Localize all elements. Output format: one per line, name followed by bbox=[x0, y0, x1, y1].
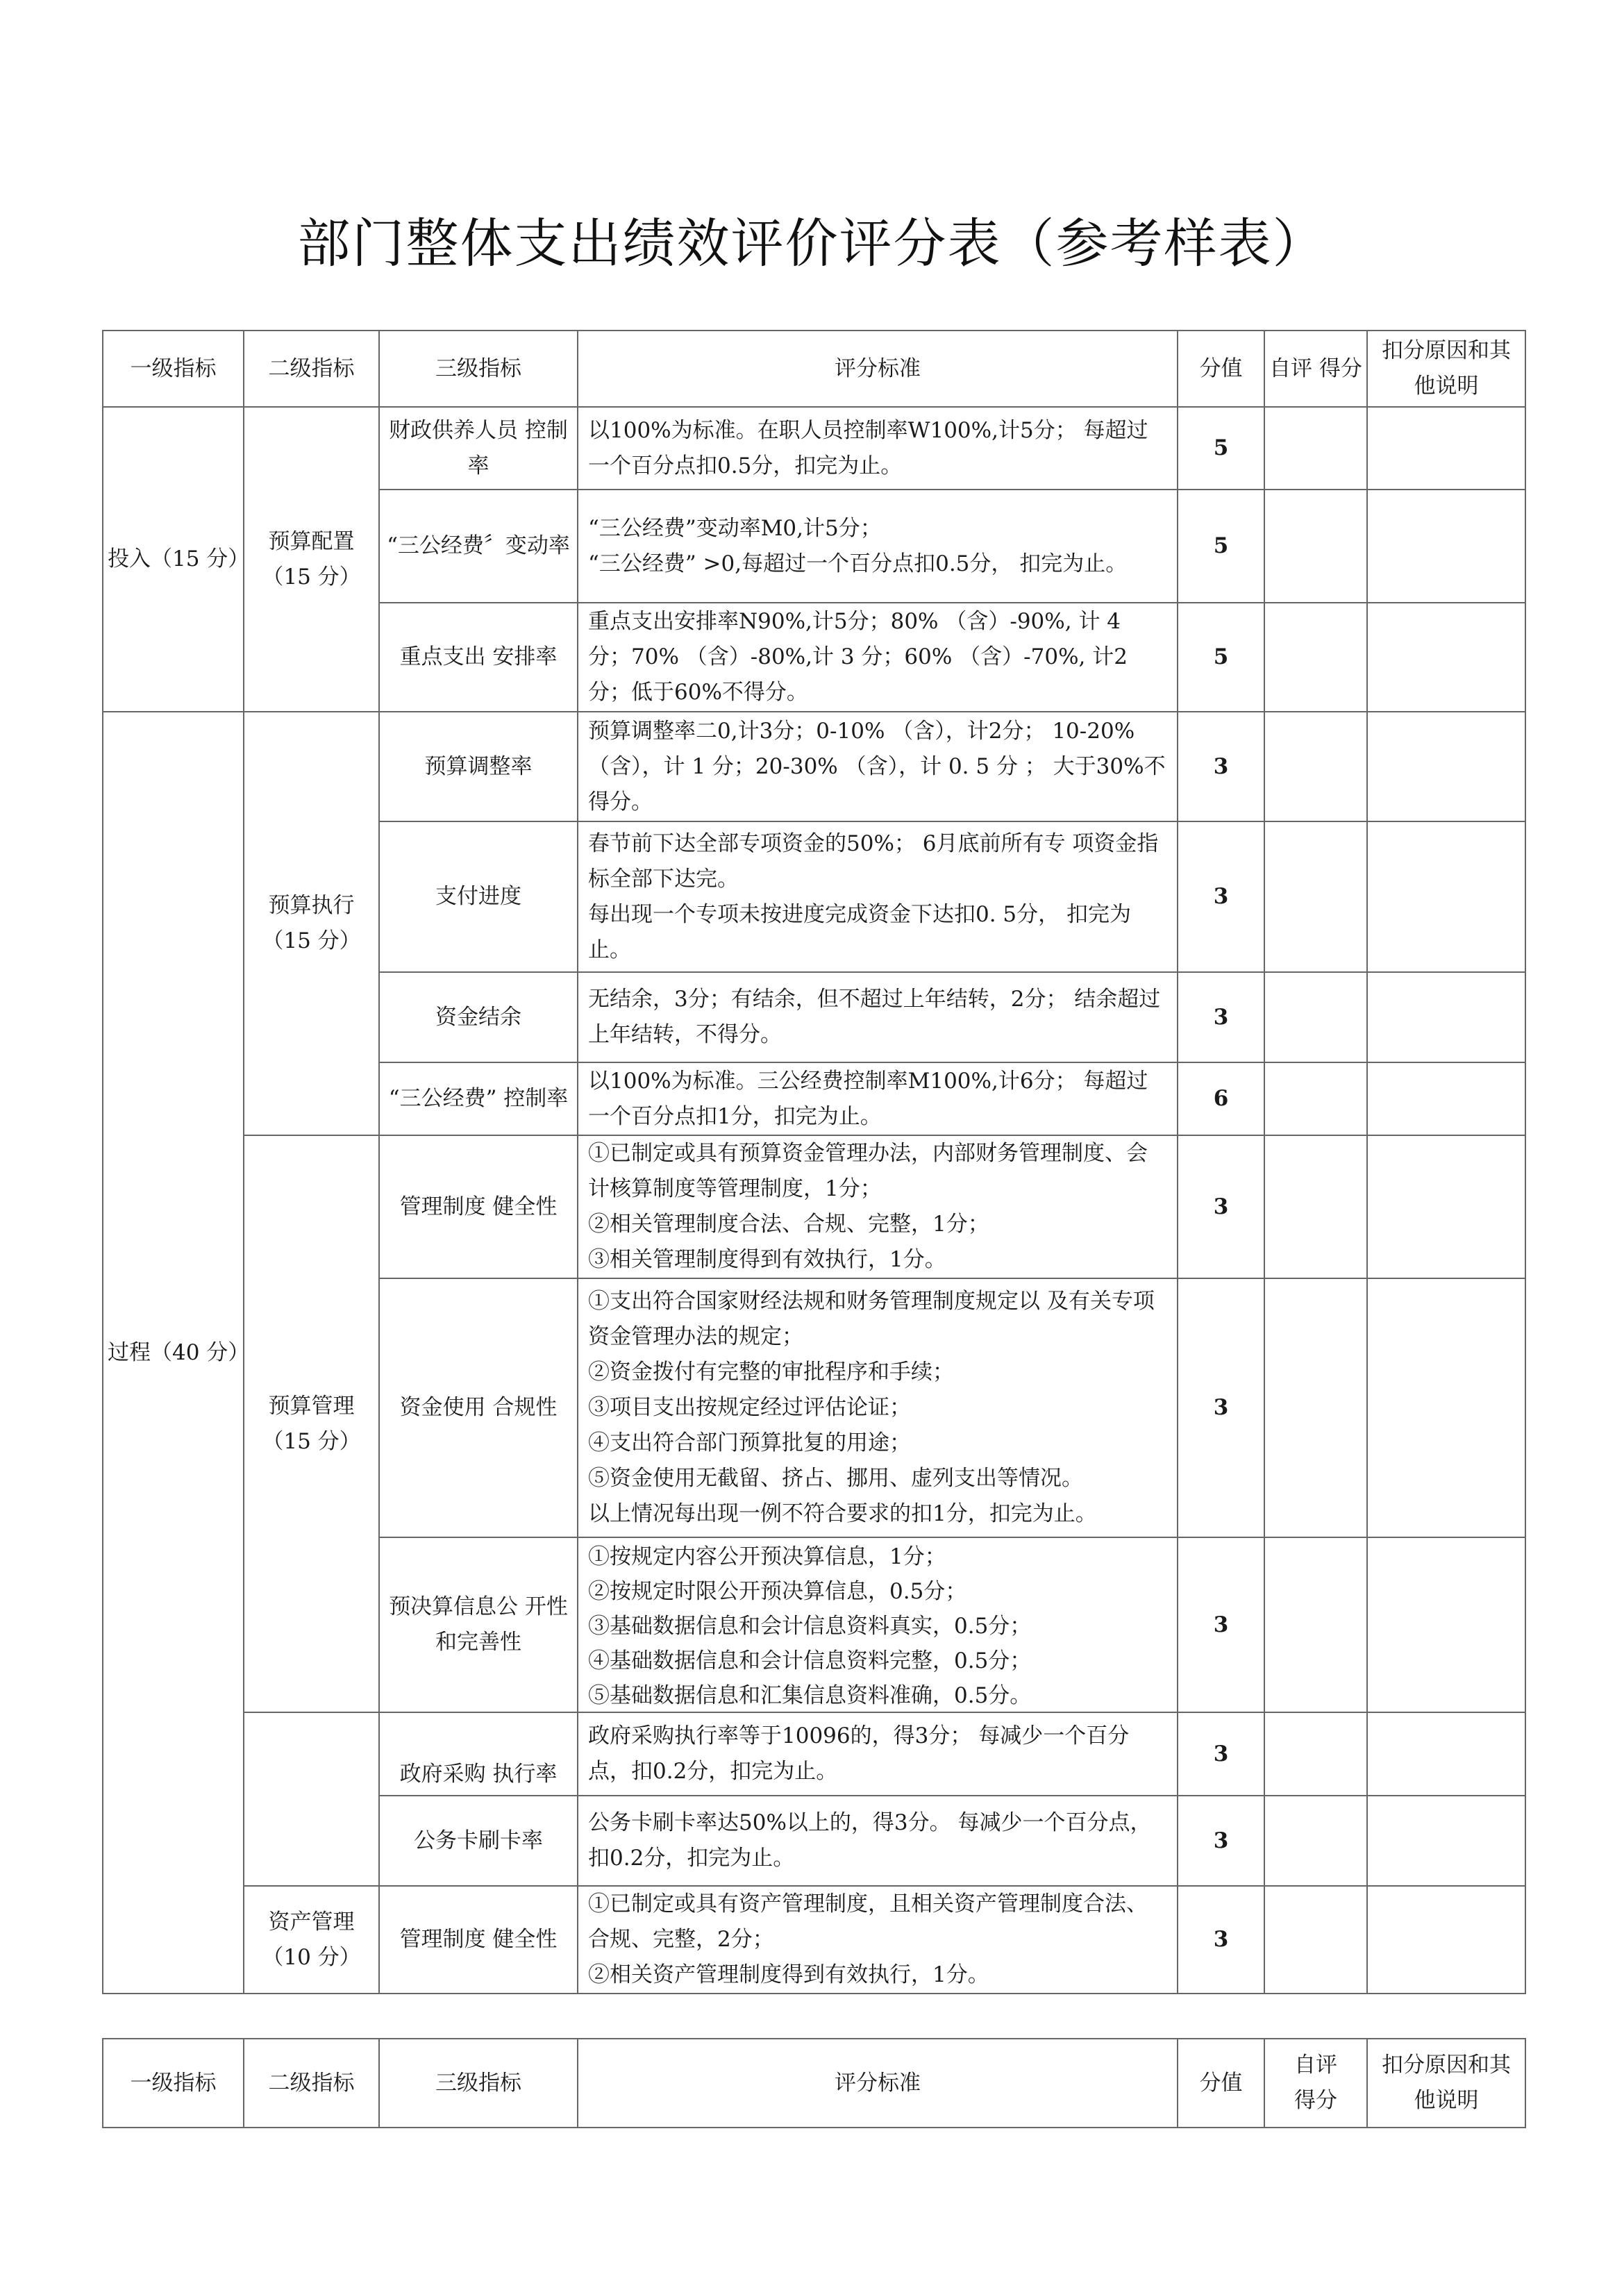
score-cell: 6 bbox=[1178, 1062, 1264, 1135]
header-remarks: 扣分原因和其他说明 bbox=[1367, 2039, 1525, 2128]
score-cell: 5 bbox=[1178, 603, 1264, 712]
table-header-row bbox=[103, 2039, 1525, 2128]
remarks-cell[interactable] bbox=[1367, 1712, 1525, 1796]
criteria-cell: 春节前下达全部专项资金的50%； 6月底前所有专 项资金指标全部下达完。 每出现一个专项未按进度完成资金下达扣0. 5分， 扣完为止。 bbox=[578, 821, 1178, 972]
criteria-cell: 公务卡刷卡率达50%以上的，得3分。 每减少一个百分点，扣0.2分，扣完为止。 bbox=[578, 1796, 1178, 1886]
group-unlabeled bbox=[244, 1712, 379, 1886]
header-level3: 三级指标 bbox=[379, 2039, 578, 2128]
remarks-cell[interactable] bbox=[1367, 1135, 1525, 1278]
criteria-cell: ①已制定或具有资产管理制度，且相关资产管理制度合法、合规、完整，2分； ②相关资产管理制度得到有效执行，1分。 bbox=[578, 1886, 1178, 1994]
self-score-cell[interactable] bbox=[1264, 1062, 1367, 1135]
score-cell: 3 bbox=[1178, 821, 1264, 972]
page-title: 部门整体支出绩效评价评分表（参考样表） bbox=[297, 212, 1327, 274]
indicator-cell: “三公经费” 控制率 bbox=[379, 1062, 578, 1135]
score-cell: 3 bbox=[1178, 1712, 1264, 1796]
self-score-cell[interactable] bbox=[1264, 490, 1367, 603]
header-level1: 一级指标 bbox=[103, 331, 244, 407]
criteria-cell: ①支出符合国家财经法规和财务管理制度规定以 及有关专项资金管理办法的规定； ②资金拨付有完整的审批程序和手续； ③项目支出按规定经过评估论证； ④支出符合部门预算批复的用途； ⑤资金使用无截留、挤占、挪用、虚列支出等情况。 以上情况每出现一例不符合要求的扣1分，扣完为止。 bbox=[578, 1278, 1178, 1537]
group-asset-mgmt: 资产管理（10 分） bbox=[244, 1886, 379, 1994]
criteria-cell: 以100%为标准。在职人员控制率W100%,计5分； 每超过一个百分点扣0.5分，扣完为止。 bbox=[578, 407, 1178, 490]
self-score-cell[interactable] bbox=[1264, 1796, 1367, 1886]
self-score-cell[interactable] bbox=[1264, 407, 1367, 490]
header-level2: 二级指标 bbox=[244, 331, 379, 407]
table-header-row bbox=[103, 331, 1525, 407]
remarks-cell[interactable] bbox=[1367, 1537, 1525, 1712]
score-cell: 3 bbox=[1178, 1537, 1264, 1712]
score-table-continued-header bbox=[102, 2038, 1526, 2128]
remarks-cell[interactable] bbox=[1367, 407, 1525, 490]
header-self-score: 自评 得分 bbox=[1264, 331, 1367, 407]
group-budget-exec: 预算执行（15 分） bbox=[244, 712, 379, 1135]
table-row bbox=[103, 1712, 1525, 1796]
score-cell: 3 bbox=[1178, 1886, 1264, 1994]
table-row bbox=[103, 1135, 1525, 1278]
header-level3: 三级指标 bbox=[379, 331, 578, 407]
self-score-cell[interactable] bbox=[1264, 1712, 1367, 1796]
header-criteria: 评分标准 bbox=[578, 2039, 1178, 2128]
indicator-cell: “三公经费〞变动率 bbox=[379, 490, 578, 603]
remarks-cell[interactable] bbox=[1367, 1796, 1525, 1886]
self-score-cell[interactable] bbox=[1264, 712, 1367, 821]
score-table bbox=[102, 330, 1526, 1994]
indicator-cell: 预算调整率 bbox=[379, 712, 578, 821]
table-row bbox=[103, 712, 1525, 821]
criteria-cell-wrap bbox=[578, 1537, 1178, 1712]
group-process: 过程（40 分） bbox=[103, 712, 244, 1994]
remarks-cell[interactable] bbox=[1367, 490, 1525, 603]
self-score-cell[interactable] bbox=[1264, 1537, 1367, 1712]
self-score-cell[interactable] bbox=[1264, 603, 1367, 712]
indicator-cell: 公务卡刷卡率 bbox=[379, 1796, 578, 1886]
criteria-cell: ①按规定内容公开预决算信息，1分； ②按规定时限公开预决算信息，0.5分； ③基础数据信息和会计信息资料真实，0.5分； ④基础数据信息和会计信息资料完整，0.5分； ⑤基础数据信息和汇集信息资料准确，0.5分。 bbox=[588, 1544, 1032, 1708]
table-row bbox=[103, 407, 1525, 490]
remarks-cell[interactable] bbox=[1367, 972, 1525, 1062]
score-cell: 3 bbox=[1178, 1278, 1264, 1537]
header-score: 分值 bbox=[1178, 2039, 1264, 2128]
score-cell: 5 bbox=[1178, 407, 1264, 490]
header-self-score: 自评得分 bbox=[1264, 2039, 1367, 2128]
indicator-cell: 预决算信息公 开性和完善性 bbox=[379, 1537, 578, 1712]
remarks-cell[interactable] bbox=[1367, 712, 1525, 821]
indicator-cell: 资金使用 合规性 bbox=[379, 1278, 578, 1537]
remarks-cell[interactable] bbox=[1367, 1278, 1525, 1537]
score-cell: 3 bbox=[1178, 972, 1264, 1062]
remarks-cell[interactable] bbox=[1367, 1886, 1525, 1994]
indicator-cell: 政府采购 执行率 bbox=[379, 1712, 578, 1796]
header-criteria: 评分标准 bbox=[578, 331, 1178, 407]
criteria-cell: 政府采购执行率等于10096的，得3分； 每减少一个百分点，扣0.2分，扣完为止。 bbox=[578, 1712, 1178, 1796]
self-score-cell[interactable] bbox=[1264, 821, 1367, 972]
self-score-cell[interactable] bbox=[1264, 1278, 1367, 1537]
criteria-cell: “三公经费”变动率M0,计5分； “三公经费” >0,每超过一个百分点扣0.5分， 扣完为止。 bbox=[578, 490, 1178, 603]
score-cell: 5 bbox=[1178, 490, 1264, 603]
score-cell: 3 bbox=[1178, 1796, 1264, 1886]
criteria-cell: ①已制定或具有预算资金管理办法，内部财务管理制度、会计核算制度等管理制度，1分； ②相关管理制度合法、合规、完整，1分； ③相关管理制度得到有效执行，1分。 bbox=[578, 1135, 1178, 1278]
header-level1: 一级指标 bbox=[103, 2039, 244, 2128]
indicator-cell: 财政供养人员 控制率 bbox=[379, 407, 578, 490]
score-cell: 3 bbox=[1178, 1135, 1264, 1278]
header-score: 分值 bbox=[1178, 331, 1264, 407]
criteria-cell: 无结余，3分；有结余，但不超过上年结转，2分； 结余超过上年结转，不得分。 bbox=[578, 972, 1178, 1062]
indicator-cell: 重点支出 安排率 bbox=[379, 603, 578, 712]
remarks-cell[interactable] bbox=[1367, 1062, 1525, 1135]
indicator-cell: 支付进度 bbox=[379, 821, 578, 972]
remarks-cell[interactable] bbox=[1367, 603, 1525, 712]
indicator-cell: 管理制度 健全性 bbox=[379, 1886, 578, 1994]
indicator-cell: 管理制度 健全性 bbox=[379, 1135, 578, 1278]
header-remarks: 扣分原因和其他说明 bbox=[1367, 331, 1525, 407]
group-budget-mgmt: 预算管理（15 分） bbox=[244, 1135, 379, 1712]
header-level2: 二级指标 bbox=[244, 2039, 379, 2128]
self-score-cell[interactable] bbox=[1264, 1886, 1367, 1994]
criteria-cell: 以100%为标准。三公经费控制率M100%,计6分； 每超过一个百分点扣1分，扣完为止。 bbox=[578, 1062, 1178, 1135]
table-row bbox=[103, 1886, 1525, 1994]
self-score-cell[interactable] bbox=[1264, 972, 1367, 1062]
group-budget-config: 预算配置（15 分） bbox=[244, 407, 379, 712]
criteria-cell: 预算调整率二0,计3分；0-10% （含），计2分； 10-20% （含），计 1 分；20-30% （含），计 0. 5 分 ； 大于30%不得分。 bbox=[578, 712, 1178, 821]
score-cell: 3 bbox=[1178, 712, 1264, 821]
group-input: 投入（15 分） bbox=[103, 407, 244, 712]
criteria-cell: 重点支出安排率N90%,计5分；80% （含）-90%, 计 4 分；70% （含）-80%,计 3 分；60% （含）-70%, 计2分；低于60%不得分。 bbox=[578, 603, 1178, 712]
self-score-cell[interactable] bbox=[1264, 1135, 1367, 1278]
indicator-cell: 资金结余 bbox=[379, 972, 578, 1062]
remarks-cell[interactable] bbox=[1367, 821, 1525, 972]
